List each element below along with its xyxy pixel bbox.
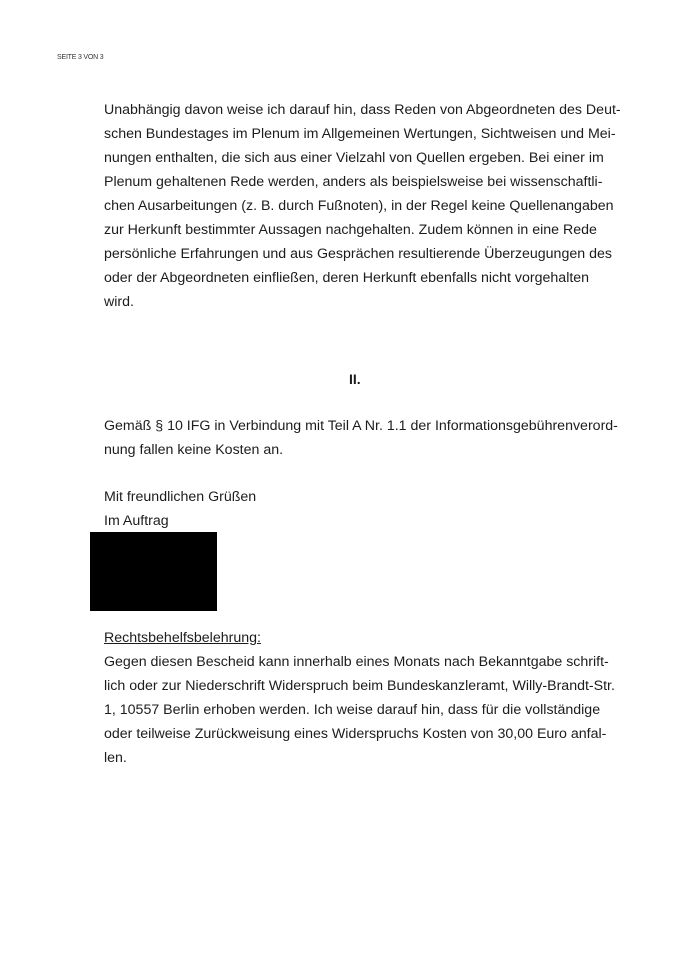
paragraph-line: oder der Abgeordneten einfließen, deren Herkunft ebenfalls nicht vorgehalten: [104, 270, 590, 286]
closing-greeting: Mit freundlichen Grüßen: [104, 489, 257, 505]
paragraph-line: Unabhängig davon weise ich darauf hin, dass Reden von Abgeordneten des Deut-: [104, 102, 621, 118]
paragraph-line: schen Bundestages im Plenum im Allgemeinen Wertungen, Sichtweisen und Mei-: [104, 126, 616, 142]
paragraph-line: persönliche Erfahrungen und aus Gesprächen resultierende Überzeugungen des: [104, 246, 612, 262]
on-behalf-line: Im Auftrag: [104, 513, 169, 529]
legal-notice-line: len.: [104, 750, 127, 766]
paragraph-line: Gemäß § 10 IFG in Verbindung mit Teil A Nr. 1.1 der Informationsgebührenverord-: [104, 418, 618, 434]
legal-notice-line: 1, 10557 Berlin erhoben werden. Ich weise darauf hin, dass für die vollständige: [104, 702, 601, 718]
section-heading: II.: [349, 371, 361, 387]
legal-notice-line: lich oder zur Niederschrift Widerspruch beim Bundeskanzleramt, Willy-Brandt-Str.: [104, 678, 615, 694]
paragraph-line: Plenum gehaltenen Rede werden, anders als beispielsweise bei wissenschaftli-: [104, 174, 603, 190]
legal-notice-line: Gegen diesen Bescheid kann innerhalb eines Monats nach Bekanntgabe schrift-: [104, 654, 609, 670]
paragraph-line: nung fallen keine Kosten an.: [104, 442, 284, 458]
paragraph-line: zur Herkunft bestimmter Aussagen nachgehalten. Zudem können in eine Rede: [104, 222, 597, 238]
paragraph-line: chen Ausarbeitungen (z. B. durch Fußnoten), in der Regel keine Quellenangaben: [104, 198, 614, 214]
paragraph-line: wird.: [104, 294, 134, 310]
legal-notice-title: Rechtsbehelfsbelehrung:: [104, 630, 261, 646]
page-number: SEITE 3 VON 3: [57, 54, 104, 61]
redacted-signature-block: [90, 532, 217, 611]
paragraph-line: nungen enthalten, die sich aus einer Vielzahl von Quellen ergeben. Bei einer im: [104, 150, 604, 166]
legal-notice-line: oder teilweise Zurückweisung eines Widerspruchs Kosten von 30,00 Euro anfal-: [104, 726, 607, 742]
